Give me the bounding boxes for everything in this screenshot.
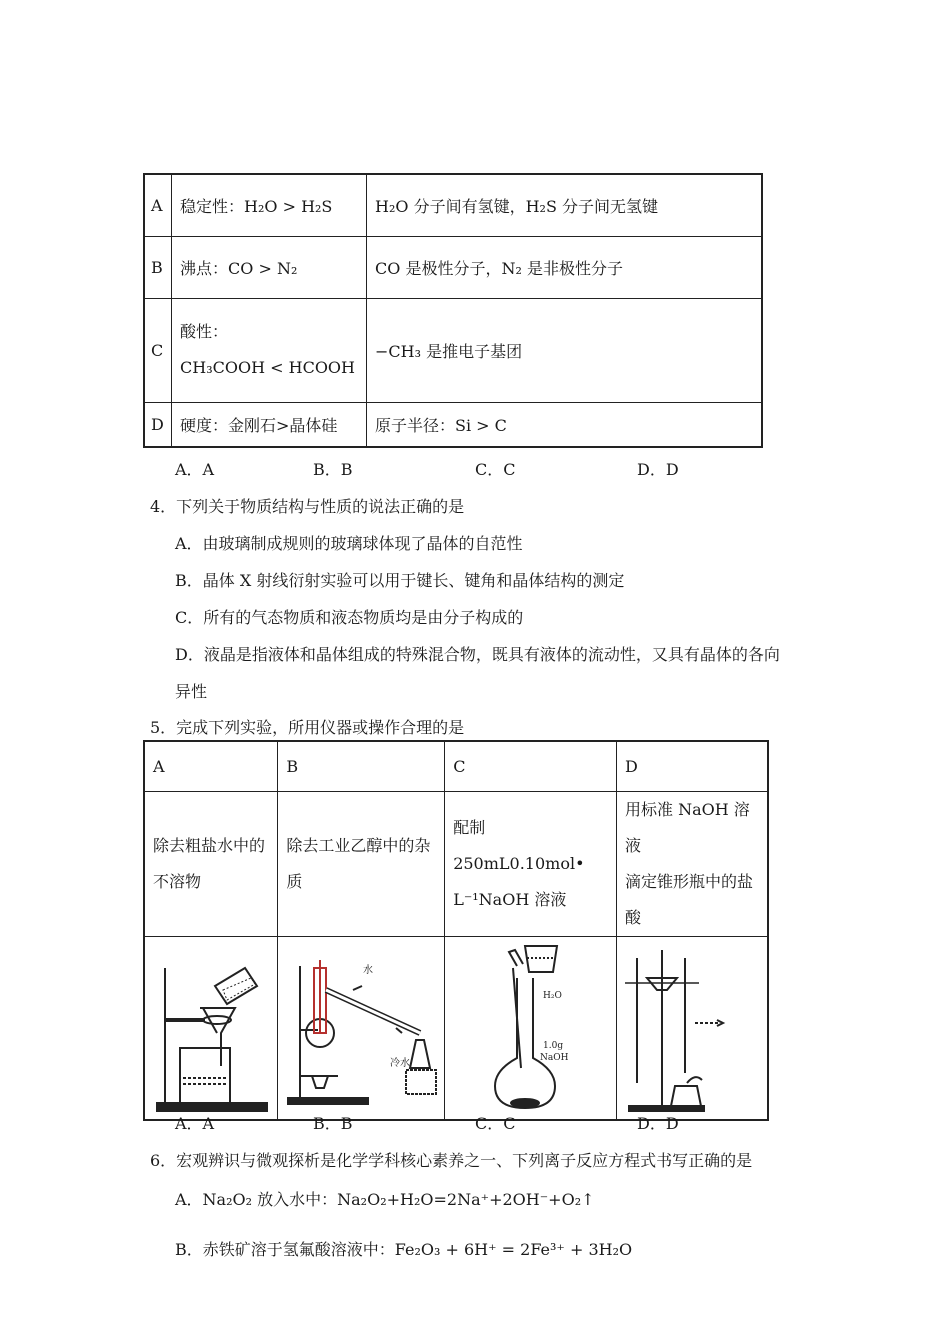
row-key: B xyxy=(144,236,172,298)
filtration-apparatus-icon xyxy=(145,938,275,1118)
task-c: 配制 250mL0.10mol• L⁻¹NaOH 溶液 xyxy=(445,791,617,936)
q4-option-c: C．所有的气态物质和液态物质均是由分子构成的 xyxy=(175,608,524,627)
q3-choice-d: D．D xyxy=(637,460,679,479)
row-key: C xyxy=(144,298,172,402)
row-fact: 稳定性：H₂O > H₂S xyxy=(172,174,367,236)
figure-filtration xyxy=(144,936,278,1120)
row-reason: −CH₃ 是推电子基团 xyxy=(367,298,763,402)
q6-stem: 6．宏观辨识与微观探析是化学学科核心素养之一、下列离子反应方程式书写正确的是 xyxy=(150,1151,753,1170)
table-row xyxy=(144,936,768,1120)
naoh-label: NaOH xyxy=(540,1052,569,1063)
header-a: A xyxy=(144,741,278,791)
q3-table xyxy=(143,173,763,448)
row-fact: 沸点：CO > N₂ xyxy=(172,236,367,298)
naoh-mass-label: 1.0g xyxy=(543,1040,564,1051)
volumetric-flask-icon xyxy=(445,938,615,1118)
q4-option-d: D．液晶是指液体和晶体组成的特殊混合物，既具有液体的流动性，又具有晶体的各向 xyxy=(175,645,780,664)
table-row xyxy=(144,174,762,236)
task-b: 除去工业乙醇中的杂 质 xyxy=(278,791,445,936)
table-row xyxy=(144,741,768,791)
q5-choice-a: A．A xyxy=(175,1114,215,1133)
q5-stem: 5．完成下列实验，所用仪器或操作合理的是 xyxy=(150,718,465,737)
header-c: C xyxy=(445,741,617,791)
row-fact: 硬度：金刚石>晶体硅 xyxy=(172,402,367,447)
q5-choice-b: B．B xyxy=(313,1114,353,1133)
distillation-apparatus-icon xyxy=(278,938,443,1118)
q3-choice-b: B．B xyxy=(313,460,353,479)
row-reason: H₂O 分子间有氢键，H₂S 分子间无氢键 xyxy=(367,174,763,236)
q6-option-a: A．Na₂O₂ 放入水中：Na₂O₂+H₂O=2Na⁺+2OH⁻+O₂↑ xyxy=(175,1190,595,1209)
table-row xyxy=(144,402,762,447)
figure-distillation xyxy=(278,936,445,1120)
q5-choice-c: C．C xyxy=(475,1114,516,1133)
q4-stem: 4．下列关于物质结构与性质的说法正确的是 xyxy=(150,497,465,516)
q6-option-b: B．赤铁矿溶于氢氟酸溶液中：Fe₂O₃ + 6H⁺ = 2Fe³⁺ + 3H₂O xyxy=(175,1240,633,1259)
header-b: B xyxy=(278,741,445,791)
q4-option-a: A．由玻璃制成规则的玻璃球体现了晶体的自范性 xyxy=(175,534,523,553)
cold-water-label: 冷水 xyxy=(390,1057,411,1069)
figure-volumetric-flask xyxy=(445,936,617,1120)
q5-table xyxy=(143,740,769,1121)
row-reason: 原子半径：Si > C xyxy=(367,402,763,447)
header-d: D xyxy=(617,741,769,791)
titration-apparatus-icon xyxy=(617,938,767,1118)
h2o-label: H₂O xyxy=(543,990,563,1001)
task-a: 除去粗盐水中的 不溶物 xyxy=(144,791,278,936)
row-reason: CO 是极性分子，N₂ 是非极性分子 xyxy=(367,236,763,298)
row-fact: 酸性： CH₃COOH < HCOOH xyxy=(172,298,367,402)
figure-titration xyxy=(617,936,769,1120)
q3-choice-c: C．C xyxy=(475,460,516,479)
table-row xyxy=(144,791,768,936)
q4-option-b: B．晶体 X 射线衍射实验可以用于键长、键角和晶体结构的测定 xyxy=(175,571,625,590)
water-in-label: 水 xyxy=(363,964,374,976)
task-d: 用标准 NaOH 溶液 滴定锥形瓶中的盐 酸 xyxy=(617,791,769,936)
table-row xyxy=(144,236,762,298)
row-key: A xyxy=(144,174,172,236)
q4-option-d-cont: 异性 xyxy=(175,682,208,701)
q5-choice-d: D．D xyxy=(637,1114,679,1133)
q3-choice-a: A．A xyxy=(175,460,215,479)
table-row xyxy=(144,298,762,402)
row-key: D xyxy=(144,402,172,447)
